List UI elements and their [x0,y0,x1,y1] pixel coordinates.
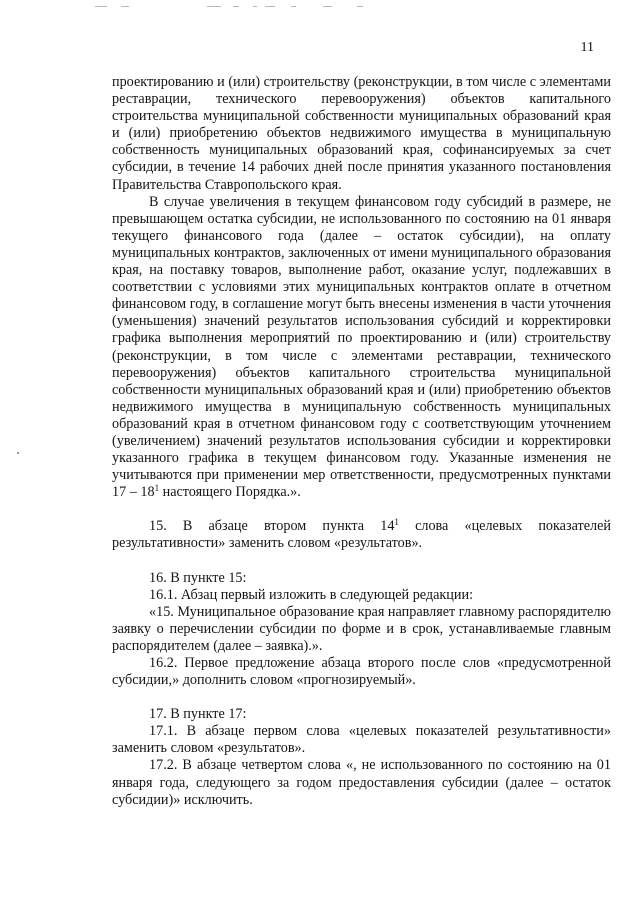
paragraph-item-17-1: 17.1. В абзаце первом слова «целевых показателей результативности» заменить словом «результатов». [112,723,611,757]
scan-speck [17,452,19,454]
paragraph-item-15 [112,518,611,552]
scan-artifact-marks [95,6,395,9]
paragraph-text: слова «целевых показателей результативности» заменить словом «результатов». [112,518,611,552]
paragraph-subsidy-increase [112,194,611,502]
paragraph-text: В случае увеличения в текущем финансовом году субсидий в размере, не превышающем остатка субсидии, не использованного по состоянию на 01 января текущего финансового года (далее – остаток субсидии), на оплату муниципальных контрактов, заключенных от имени муниципального образования края, на поставку товаров, выполнение работ, оказание услуг, подлежавших в соответствии с условиями этих муниципальных контрактов оплате в отчетном финансовом году, в соглашение могут быть внесены изменения в части уточнения (уменьшения) значений результатов использования субсидий и корректировки графика выполнения мероприятий по проектированию и (или) строительству (реконструкции, в том числе с элементами реставрации, технического перевооружения) объектов капитального строительства муниципальной собственности муниципальных образований края и (или) приобретению объектов недвижимого имущества в муниципальную собственность муниципальных образований края в отчетном финансовом году с соответствующим уточнением (увеличением) значений результатов использования субсидии и корректировки указанного графика в текущем финансовом году. Указанные изменения не учитываются при применении мер ответственности, предусмотренных пунктами 17 – 18 [112,193,611,501]
superscript: 1 [154,483,160,494]
paragraph-item-16-1-quote: «15. Муниципальное образование края направляет главному распорядителю заявку о перечислении субсидии по форме и в срок, устанавливаемые главным распорядителем (далее – заявка).». [112,603,611,654]
paragraph-text: 15. В абзаце втором пункта 14 [149,518,395,535]
paragraph-item-17-2: 17.2. В абзаце четвертом слова «, не использованного по состоянию на 01 января года, следующего за годом предоставления субсидии (далее – остаток субсидии)» исключить. [112,757,611,808]
paragraph-continuation: проектированию и (или) строительству (реконструкции, в том числе с элементами реставрации, технического перевооружения) объектов капитального строительства муниципальной собственности муниципальных образований края и (или) приобретению объектов недвижимого имущества в муниципальную собственность муниципальных образований края, софинансируемых за счет субсидии, в течение 14 рабочих дней после принятия указанного постановления Правительства Ставропольского края. [112,74,611,193]
paragraph-text: настоящего Порядка.». [159,484,301,501]
paragraph-item-17: 17. В пункте 17: [149,706,247,723]
paragraph-item-16-2: 16.2. Первое предложение абзаца второго после слов «предусмотренной субсидии,» дополнить словом «прогнозируемый». [112,655,611,689]
superscript: 1 [394,517,399,528]
paragraph-item-16: 16. В пункте 15: [149,569,247,586]
document-body [112,74,611,809]
paragraph-item-16-1: 16.1. Абзац первый изложить в следующей редакции: [149,586,474,603]
page-number: 11 [580,40,594,55]
